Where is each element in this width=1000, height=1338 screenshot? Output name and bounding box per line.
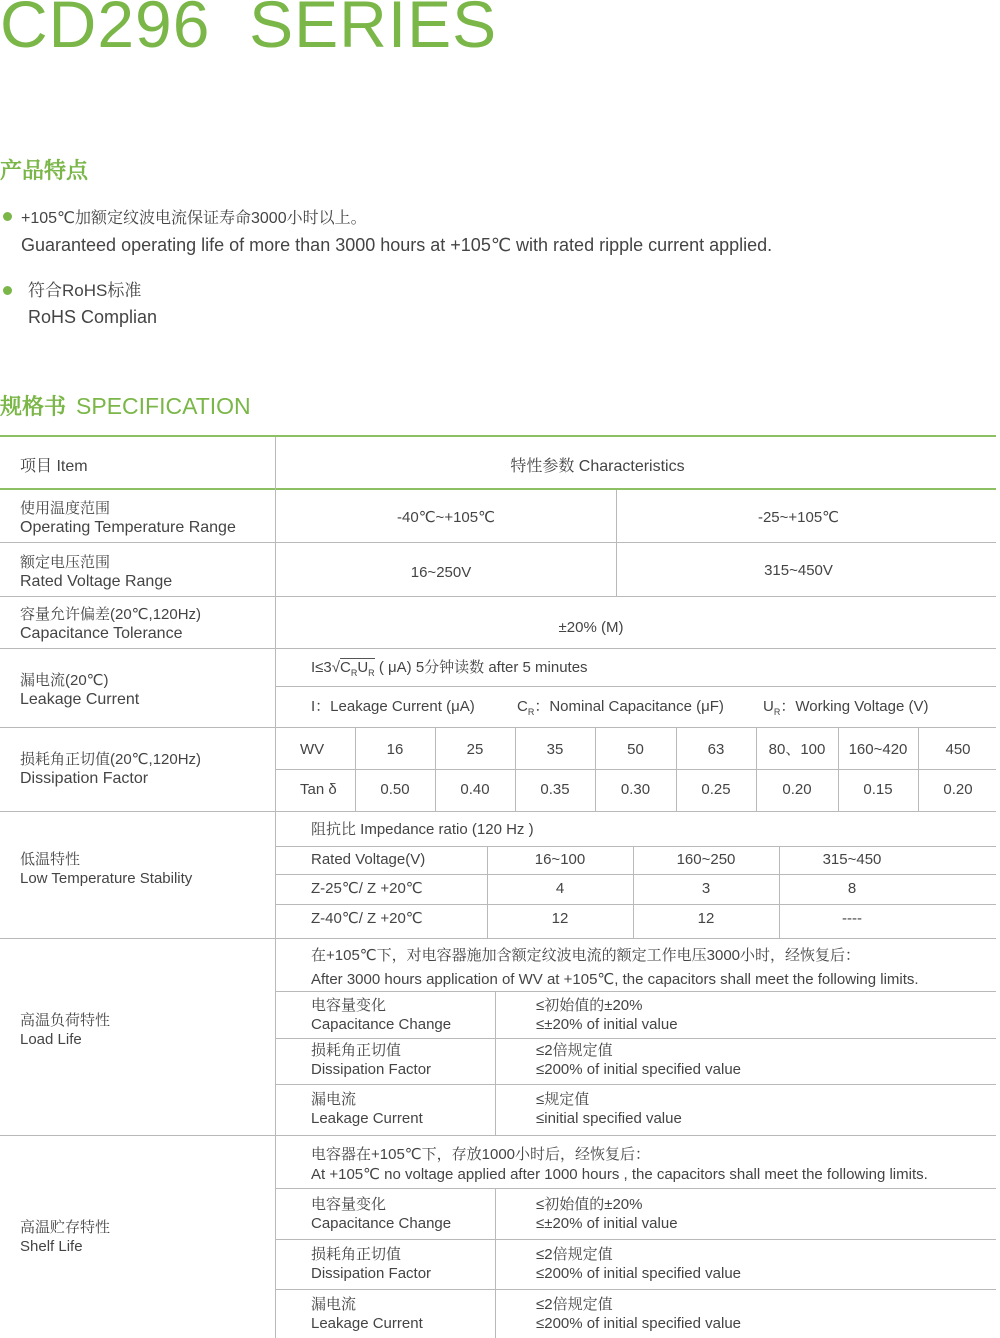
tan-cell: 0.15: [863, 781, 893, 798]
legend-u-text: ：Working Voltage (V): [780, 698, 929, 715]
legend-u: U: [763, 698, 774, 715]
features-heading: 产品特点: [0, 159, 89, 184]
load-life-intro-en: After 3000 hours application of WV at +105℃, the capacitors shall meet the following limits.: [311, 971, 919, 988]
legend-c-text: ：Nominal Capacitance (μF): [534, 698, 724, 715]
formula-c-sub: R: [350, 668, 358, 678]
column-divider: [495, 991, 496, 1135]
row-divider: [276, 1084, 996, 1085]
wv-cell: 80、100: [768, 741, 826, 758]
tan-label: Tan δ: [300, 781, 337, 798]
row-divider: [0, 648, 996, 649]
wv-cell: 63: [707, 741, 725, 758]
limit-key-cn: 电容量变化: [311, 997, 387, 1014]
feature-2-cn: 符合RoHS标准: [28, 281, 142, 300]
leakage-legend-i: I：Leakage Current (μA): [311, 698, 475, 715]
load-life-intro-cn: 在+105℃下，对电容器施加含额定纹波电流的额定工作电压3000小时，经恢复后：: [311, 947, 861, 964]
row-divider: [276, 1038, 996, 1039]
row-divider: [0, 811, 996, 812]
bullet-icon: [3, 286, 12, 295]
tan-cell: 0.40: [460, 781, 490, 798]
tolerance-value: ±20% (M): [558, 619, 624, 636]
feature-1-en: Guaranteed operating life of more than 3000 hours at +105℃ with rated ripple current applied.: [21, 235, 773, 255]
limit-value-cn: ≤初始值的±20%: [536, 997, 643, 1014]
row-divider: [0, 542, 996, 543]
low-temp-cell: ----: [842, 910, 862, 927]
spec-heading: [0, 390, 251, 421]
feature-1-cn: +105℃加额定纹波电流保证寿命3000小时以上。: [21, 210, 367, 227]
row-divider: [276, 769, 996, 770]
limit-value-cn: ≤初始值的±20%: [536, 1196, 643, 1213]
low-temp-cell: 4: [555, 880, 565, 897]
legend-c-sub: R: [527, 707, 535, 717]
low-temp-cell: Z-25℃/ Z +20℃: [311, 880, 423, 897]
tan-cell: 0.20: [782, 781, 812, 798]
limit-value-cn: ≤规定值: [536, 1091, 590, 1108]
row-divider: [276, 1289, 996, 1290]
row-divider: [276, 846, 996, 847]
low-temp-cell: 160~250: [676, 851, 736, 868]
limit-value-en: ≤200% of initial specified value: [536, 1265, 742, 1282]
leakage-label-en: Leakage Current: [20, 691, 140, 708]
leakage-legend-u: [763, 697, 928, 722]
wv-cell: 25: [466, 741, 484, 758]
low-temp-cell: Z-40℃/ Z +20℃: [311, 910, 423, 927]
load-life-label-en: Load Life: [20, 1031, 82, 1048]
feature-2: [28, 277, 157, 331]
feature-1: [21, 205, 772, 259]
tolerance-label: [20, 605, 201, 643]
shelf-life-label: [20, 1218, 110, 1256]
tan-cell: 0.50: [380, 781, 410, 798]
limit-key-cn: 漏电流: [311, 1296, 357, 1313]
shelf-life-label-cn: 高温贮存特性: [20, 1219, 111, 1236]
dissipation-label: [20, 750, 201, 788]
wv-label: WV: [300, 741, 325, 758]
shelf-life-intro-cn: 电容器在+105℃下，存放1000小时后，经恢复后：: [311, 1146, 651, 1163]
tan-cell: 0.25: [701, 781, 731, 798]
low-temp-label-cn: 低温特性: [20, 851, 81, 868]
leakage-formula: [311, 658, 588, 683]
column-divider: [616, 490, 617, 596]
temp-label-cn: 使用温度范围: [20, 500, 111, 517]
formula-suffix: ( μA) 5分钟读数 after 5 minutes: [378, 659, 588, 676]
dissipation-label-cn: 损耗角正切值(20℃,120Hz): [20, 751, 202, 768]
low-temp-cell: Rated Voltage(V): [311, 851, 426, 868]
wv-cell: 160~420: [848, 741, 908, 758]
tan-cell: 0.20: [943, 781, 973, 798]
row-divider: [0, 596, 996, 597]
limit-value-en: ≤200% of initial specified value: [536, 1315, 742, 1332]
bullet-icon: [3, 212, 12, 221]
legend-u-sub: R: [773, 707, 781, 717]
low-temp-cell: 12: [697, 910, 715, 927]
row-divider: [276, 1239, 996, 1240]
low-temp-label: [20, 850, 192, 888]
row-divider: [276, 686, 996, 687]
row-divider: [0, 938, 996, 939]
sqrt-icon: √: [331, 659, 340, 676]
low-temp-caption: 阻抗比 Impedance ratio (120 Hz ): [311, 821, 534, 838]
limit-key-en: Dissipation Factor: [311, 1061, 432, 1078]
load-life-label: [20, 1011, 110, 1049]
shelf-life-intro-en: At +105℃ no voltage applied after 1000 hours , the capacitors shall meet the following limits.: [311, 1166, 928, 1183]
limit-key-cn: 电容量变化: [311, 1196, 387, 1213]
row-divider: [0, 1135, 996, 1136]
spec-heading-cn: 规格书: [0, 395, 67, 420]
tan-cell: 0.35: [540, 781, 570, 798]
voltage-label-en: Rated Voltage Range: [20, 573, 173, 590]
wv-cell: 50: [627, 741, 644, 758]
voltage-label: [20, 553, 172, 591]
low-temp-cell: 8: [847, 880, 857, 897]
limit-key-en: Leakage Current: [311, 1110, 423, 1127]
leakage-label: [20, 671, 139, 709]
limit-key-cn: 损耗角正切值: [311, 1042, 402, 1059]
tolerance-label-cn: 容量允许偏差(20℃,120Hz): [20, 606, 202, 623]
leakage-label-cn: 漏电流(20℃): [20, 672, 109, 689]
limit-key-cn: 损耗角正切值: [311, 1246, 402, 1263]
limit-key-en: Capacitance Change: [311, 1016, 452, 1033]
temp-label-en: Operating Temperature Range: [20, 519, 236, 536]
limit-value-en: ≤±20% of initial value: [536, 1016, 678, 1033]
low-temp-cell: 315~450: [822, 851, 882, 868]
tolerance-label-en: Capacitance Tolerance: [20, 625, 183, 642]
voltage-value-1: 16~250V: [410, 564, 472, 581]
low-temp-cell: 3: [701, 880, 711, 897]
row-divider: [276, 904, 996, 905]
header-characteristics: 特性参数 Characteristics: [510, 458, 685, 475]
formula-u: U: [357, 659, 369, 676]
limit-value-cn: ≤2倍规定值: [536, 1296, 613, 1313]
temp-value-2: -25~+105℃: [757, 509, 840, 526]
wv-cell: 35: [546, 741, 564, 758]
row-divider: [276, 874, 996, 875]
spec-heading-en: SPECIFICATION: [76, 393, 251, 419]
load-life-label-cn: 高温负荷特性: [20, 1012, 111, 1029]
formula-c: C: [339, 659, 351, 676]
dissipation-label-en: Dissipation Factor: [20, 770, 149, 787]
limit-key-en: Dissipation Factor: [311, 1265, 432, 1282]
limit-value-cn: ≤2倍规定值: [536, 1246, 613, 1263]
column-divider: [495, 1188, 496, 1338]
voltage-value-2: 315~450V: [764, 562, 833, 579]
formula-u-sub: R: [368, 668, 375, 678]
header-bottom-rule: [0, 488, 996, 490]
formula-prefix: I≤3: [311, 659, 332, 676]
limit-value-en: ≤200% of initial specified value: [536, 1061, 742, 1078]
legend-c: C: [517, 698, 528, 715]
wv-cell: 16: [386, 741, 404, 758]
limit-value-en: ≤±20% of initial value: [536, 1215, 678, 1232]
series-title: CD296 SERIES: [0, 0, 498, 61]
voltage-label-cn: 额定电压范围: [20, 554, 111, 571]
low-temp-cell: 16~100: [534, 851, 586, 868]
feature-2-en: RoHS Complian: [28, 307, 158, 327]
header-item: 项目 Item: [20, 458, 88, 475]
limit-value-cn: ≤2倍规定值: [536, 1042, 613, 1059]
row-divider: [276, 991, 996, 992]
temp-value-1: -40℃~+105℃: [397, 509, 495, 526]
limit-key-en: Leakage Current: [311, 1315, 423, 1332]
row-divider: [0, 727, 996, 728]
low-temp-cell: 12: [551, 910, 569, 927]
tan-cell: 0.30: [620, 781, 651, 798]
limit-key-en: Capacitance Change: [311, 1215, 452, 1232]
low-temp-label-en: Low Temperature Stability: [20, 870, 193, 887]
temp-label: [20, 499, 236, 537]
limit-key-cn: 漏电流: [311, 1091, 357, 1108]
shelf-life-label-en: Shelf Life: [20, 1238, 83, 1255]
leakage-legend-c: [517, 697, 724, 722]
wv-cell: 450: [945, 741, 971, 758]
table-top-rule: [0, 435, 996, 437]
row-divider: [276, 1188, 996, 1189]
limit-value-en: ≤initial specified value: [536, 1110, 682, 1127]
